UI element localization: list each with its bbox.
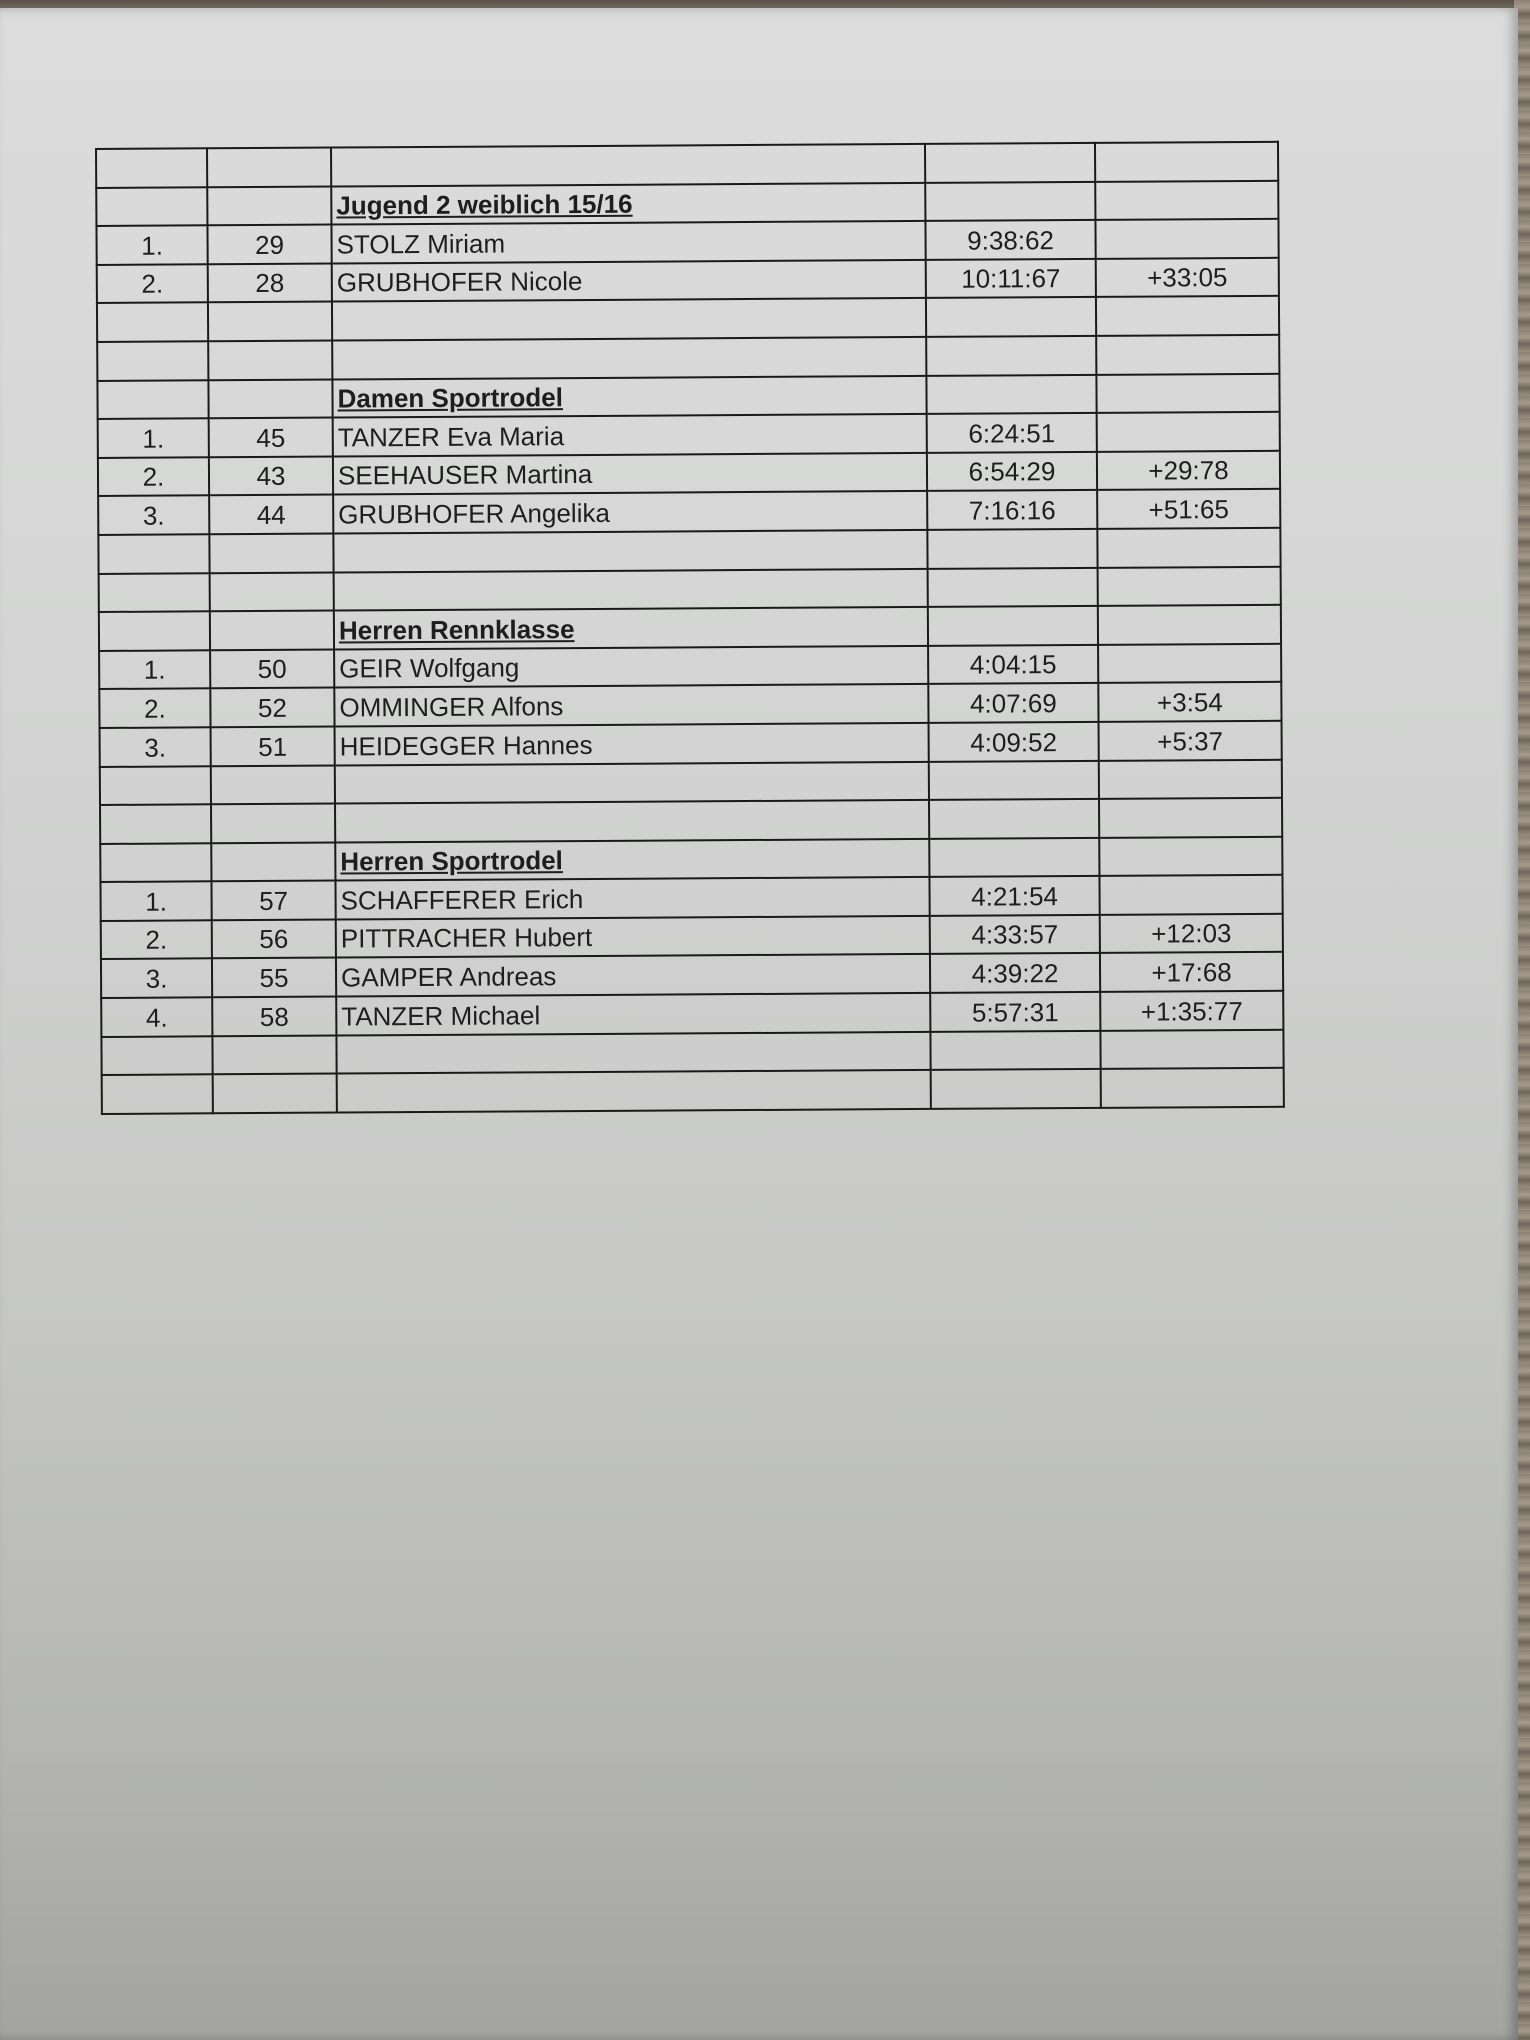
gap-cell: +51:65 [1097,489,1280,529]
place-cell: 3. [98,496,209,535]
gap-cell: +3:54 [1098,682,1281,722]
results-table [95,141,1285,1115]
place-cell: 2. [101,920,212,959]
category-heading-cell [334,607,928,649]
category-heading-cell [335,839,929,881]
empty-cell [929,760,1099,800]
empty-cell [102,1075,213,1114]
empty-cell [212,1035,336,1074]
bib-number-cell: 58 [212,997,336,1036]
gap-cell [1095,219,1278,259]
empty-cell [1096,373,1279,413]
athlete-name-cell: TANZER Eva Maria [333,414,927,456]
bib-number-cell: 51 [211,726,335,765]
empty-cell [925,143,1095,183]
empty-cell [1096,335,1279,375]
empty-cell [99,573,210,612]
gap-cell [1097,412,1280,452]
athlete-name-cell: HEIDEGGER Hannes [335,723,929,765]
empty-cell [1096,296,1279,336]
empty-cell [1097,528,1280,568]
place-cell: 1. [100,882,211,921]
empty-cell [1098,566,1281,606]
place-cell: 1. [98,418,209,457]
athlete-name-cell: PITTRACHER Hubert [336,916,930,958]
empty-cell [211,842,335,881]
empty-cell [1100,1029,1283,1069]
empty-cell [926,336,1096,376]
empty-cell [96,187,207,226]
empty-cell [926,297,1096,337]
empty-cell [99,611,210,650]
athlete-name-cell: STOLZ Miriam [331,221,925,263]
time-cell: 4:09:52 [929,722,1099,762]
bib-number-cell: 29 [207,225,331,264]
empty-cell [1095,180,1278,220]
empty-cell [1099,759,1282,799]
gap-cell [1099,875,1282,915]
athlete-name-cell: GRUBHOFER Angelika [333,491,927,533]
athlete-name-cell: GEIR Wolfgang [334,646,928,688]
empty-cell [207,186,331,225]
empty-cell [208,302,332,341]
bib-number-cell: 57 [211,881,335,920]
category-title: Damen Sportrodel [337,382,563,414]
bib-number-cell: 56 [212,919,336,958]
empty-cell [1099,798,1282,838]
time-cell: 5:57:31 [930,992,1100,1032]
place-cell: 1. [96,226,207,265]
empty-cell [335,761,929,803]
place-cell: 3. [100,727,211,766]
empty-cell [213,1074,337,1113]
bib-number-cell: 43 [209,456,333,495]
category-heading-cell [331,183,925,225]
empty-cell [1098,605,1281,645]
gap-cell: +12:03 [1100,914,1283,954]
time-cell: 4:39:22 [930,953,1100,993]
empty-cell [100,766,211,805]
empty-cell [931,1069,1101,1109]
empty-cell [331,144,925,186]
bib-number-cell: 28 [208,263,332,302]
time-cell: 4:04:15 [928,645,1098,685]
empty-cell [97,341,208,380]
category-title: Herren Sportrodel [340,845,563,877]
gap-cell: +33:05 [1096,258,1279,298]
empty-cell [101,1036,212,1075]
empty-cell [332,298,926,340]
empty-cell [97,380,208,419]
time-cell: 4:07:69 [928,683,1098,723]
empty-cell [927,529,1097,569]
empty-cell [211,765,335,804]
empty-cell [337,1070,931,1112]
bib-number-cell: 44 [209,495,333,534]
empty-cell [98,534,209,573]
empty-cell [334,568,928,610]
empty-cell [210,572,334,611]
gap-cell: +5:37 [1099,721,1282,761]
athlete-name-cell: SCHAFFERER Erich [335,877,929,919]
empty-cell [928,567,1098,607]
athlete-name-cell: GAMPER Andreas [336,954,930,996]
place-cell: 3. [101,959,212,998]
bib-number-cell: 45 [209,418,333,457]
time-cell: 6:24:51 [927,413,1097,453]
place-cell: 1. [99,650,210,689]
empty-cell [929,799,1099,839]
athlete-name-cell: TANZER Michael [336,993,930,1035]
empty-cell [336,1032,930,1074]
athlete-name-cell: SEEHAUSER Martina [333,453,927,495]
empty-cell [97,303,208,342]
empty-cell [1101,1068,1284,1108]
place-cell: 2. [98,457,209,496]
time-cell: 6:54:29 [927,452,1097,492]
athlete-name-cell: GRUBHOFER Nicole [332,260,926,302]
category-title: Herren Rennklasse [338,613,575,646]
empty-cell [928,606,1098,646]
place-cell: 2. [99,689,210,728]
empty-cell [210,611,334,650]
results-table-body [96,142,1284,1114]
time-cell: 9:38:62 [925,220,1095,260]
empty-cell [211,804,335,843]
empty-cell [209,533,333,572]
empty-cell [335,800,929,842]
empty-cell [332,337,926,379]
empty-cell [208,341,332,380]
empty-cell [100,843,211,882]
empty-cell [925,181,1095,221]
athlete-name-cell: OMMINGER Alfons [334,684,928,726]
gap-cell: +1:35:77 [1100,991,1283,1031]
time-cell: 4:33:57 [930,915,1100,955]
empty-cell [96,148,207,187]
time-cell: 10:11:67 [926,259,1096,299]
empty-cell [207,148,331,187]
empty-cell [926,374,1096,414]
empty-cell [100,804,211,843]
category-title: Jugend 2 weiblich 15/16 [336,188,633,221]
bib-number-cell: 55 [212,958,336,997]
empty-row [102,1068,1284,1114]
empty-cell [929,838,1099,878]
bib-number-cell: 50 [210,649,334,688]
empty-cell [333,530,927,572]
empty-cell [930,1031,1100,1071]
time-cell: 7:16:16 [927,490,1097,530]
gap-cell: +29:78 [1097,451,1280,491]
time-cell: 4:21:54 [929,876,1099,916]
gap-cell [1098,643,1281,683]
paper-sheet [0,8,1518,2040]
gap-cell: +17:68 [1100,952,1283,992]
empty-cell [1095,142,1278,182]
place-cell: 4. [101,997,212,1036]
empty-cell [1099,836,1282,876]
bib-number-cell: 52 [210,688,334,727]
empty-cell [208,379,332,418]
category-heading-cell [332,375,926,417]
place-cell: 2. [97,264,208,303]
